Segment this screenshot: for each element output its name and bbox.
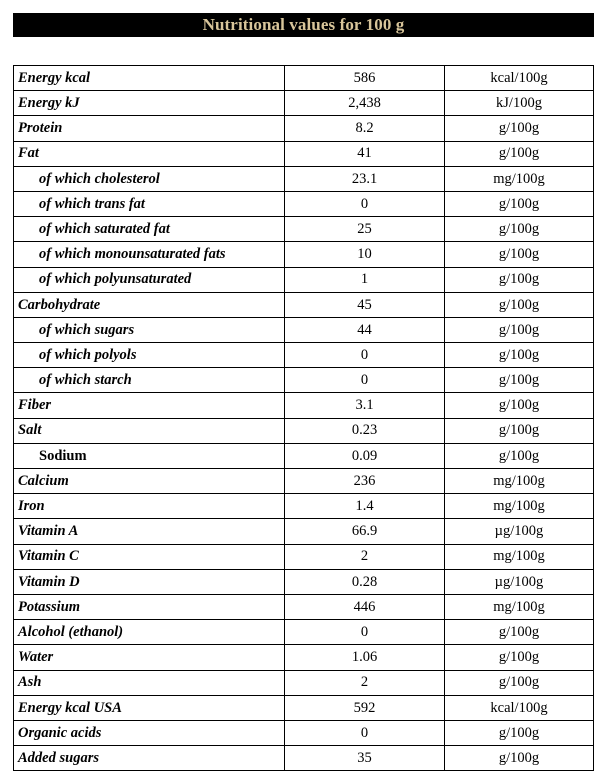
nutrient-value: 66.9 [285, 519, 445, 544]
nutrient-value: 35 [285, 746, 445, 771]
nutrient-value: 0.09 [285, 443, 445, 468]
nutrient-value: 3.1 [285, 393, 445, 418]
table-row [14, 469, 594, 494]
nutrient-value: 10 [285, 242, 445, 267]
page-title: Nutritional values for 100 g [202, 15, 405, 34]
nutrient-unit: g/100g [445, 620, 594, 645]
nutrient-unit: g/100g [445, 267, 594, 292]
nutrient-name: of which polyunsaturated [14, 267, 285, 292]
nutrient-value: 0.23 [285, 418, 445, 443]
table-row [14, 317, 594, 342]
nutrient-unit: g/100g [445, 217, 594, 242]
nutrient-name: Added sugars [14, 746, 285, 771]
nutrient-value: 25 [285, 217, 445, 242]
table-row [14, 393, 594, 418]
title-bar [13, 13, 594, 37]
nutrient-unit: g/100g [445, 418, 594, 443]
table-row [14, 670, 594, 695]
nutrient-name: Carbohydrate [14, 292, 285, 317]
nutrient-name: of which starch [14, 368, 285, 393]
table-row [14, 594, 594, 619]
nutrient-name: Sodium [14, 443, 285, 468]
nutrient-name: Energy kJ [14, 91, 285, 116]
nutrient-unit: mg/100g [445, 494, 594, 519]
table-row [14, 91, 594, 116]
nutrient-value: 0 [285, 343, 445, 368]
nutrient-name: Vitamin A [14, 519, 285, 544]
nutrient-unit: g/100g [445, 746, 594, 771]
nutrient-value: 0 [285, 720, 445, 745]
nutrient-unit: g/100g [445, 670, 594, 695]
nutrient-unit: g/100g [445, 116, 594, 141]
nutrient-name: of which saturated fat [14, 217, 285, 242]
nutrient-name: Fat [14, 141, 285, 166]
table-row [14, 116, 594, 141]
nutrient-value: 2,438 [285, 91, 445, 116]
nutrient-name: Vitamin D [14, 569, 285, 594]
nutrient-name: Vitamin C [14, 544, 285, 569]
table-row [14, 343, 594, 368]
nutrient-value: 2 [285, 670, 445, 695]
nutrient-value: 1.4 [285, 494, 445, 519]
table-row [14, 443, 594, 468]
nutrient-unit: g/100g [445, 720, 594, 745]
nutrient-name: of which cholesterol [14, 166, 285, 191]
table-row [14, 720, 594, 745]
nutrient-value: 446 [285, 594, 445, 619]
nutrient-name: Fiber [14, 393, 285, 418]
nutrient-unit: mg/100g [445, 544, 594, 569]
nutrient-unit: g/100g [445, 317, 594, 342]
nutrient-unit: µg/100g [445, 519, 594, 544]
nutrient-unit: mg/100g [445, 594, 594, 619]
table-row [14, 267, 594, 292]
nutrient-value: 2 [285, 544, 445, 569]
nutrient-unit: µg/100g [445, 569, 594, 594]
nutrient-name: Alcohol (ethanol) [14, 620, 285, 645]
table-row [14, 242, 594, 267]
nutrient-unit: g/100g [445, 343, 594, 368]
nutrient-value: 41 [285, 141, 445, 166]
nutrient-unit: mg/100g [445, 166, 594, 191]
nutrient-unit: g/100g [445, 292, 594, 317]
nutrient-value: 0.28 [285, 569, 445, 594]
nutrient-value: 592 [285, 695, 445, 720]
table-row [14, 368, 594, 393]
table-row [14, 292, 594, 317]
table-row [14, 695, 594, 720]
nutrient-name: of which polyols [14, 343, 285, 368]
nutrient-name: Iron [14, 494, 285, 519]
table-row [14, 544, 594, 569]
nutrient-name: Energy kcal [14, 66, 285, 91]
nutrient-name: Ash [14, 670, 285, 695]
nutrient-value: 23.1 [285, 166, 445, 191]
nutrient-value: 0 [285, 620, 445, 645]
nutrient-value: 586 [285, 66, 445, 91]
nutrient-unit: g/100g [445, 645, 594, 670]
table-row [14, 166, 594, 191]
nutrient-unit: mg/100g [445, 469, 594, 494]
nutrient-name: Calcium [14, 469, 285, 494]
table-row [14, 66, 594, 91]
nutrient-name: Protein [14, 116, 285, 141]
nutrient-unit: g/100g [445, 191, 594, 216]
nutrient-name: Salt [14, 418, 285, 443]
nutrient-value: 0 [285, 191, 445, 216]
table-row [14, 620, 594, 645]
nutrient-unit: kcal/100g [445, 66, 594, 91]
table-row [14, 645, 594, 670]
nutrient-name: Potassium [14, 594, 285, 619]
nutrient-value: 0 [285, 368, 445, 393]
nutrient-value: 45 [285, 292, 445, 317]
nutrient-name: Energy kcal USA [14, 695, 285, 720]
nutrient-value: 1 [285, 267, 445, 292]
nutrient-name: Organic acids [14, 720, 285, 745]
nutrient-value: 236 [285, 469, 445, 494]
nutrient-unit: g/100g [445, 141, 594, 166]
nutrient-unit: g/100g [445, 393, 594, 418]
table-row [14, 191, 594, 216]
table-row [14, 746, 594, 771]
nutrient-unit: g/100g [445, 443, 594, 468]
table-row [14, 569, 594, 594]
nutrient-unit: kJ/100g [445, 91, 594, 116]
nutrient-name: Water [14, 645, 285, 670]
nutrient-unit: kcal/100g [445, 695, 594, 720]
nutrition-table-body [14, 66, 594, 771]
nutrient-name: of which trans fat [14, 191, 285, 216]
nutrient-name: of which monounsaturated fats [14, 242, 285, 267]
nutrient-unit: g/100g [445, 368, 594, 393]
table-row [14, 494, 594, 519]
nutrient-name: of which sugars [14, 317, 285, 342]
nutrient-unit: g/100g [445, 242, 594, 267]
nutrition-table [13, 65, 594, 771]
nutrient-value: 44 [285, 317, 445, 342]
nutrient-value: 1.06 [285, 645, 445, 670]
table-row [14, 519, 594, 544]
nutrient-value: 8.2 [285, 116, 445, 141]
table-row [14, 141, 594, 166]
table-row [14, 217, 594, 242]
table-row [14, 418, 594, 443]
